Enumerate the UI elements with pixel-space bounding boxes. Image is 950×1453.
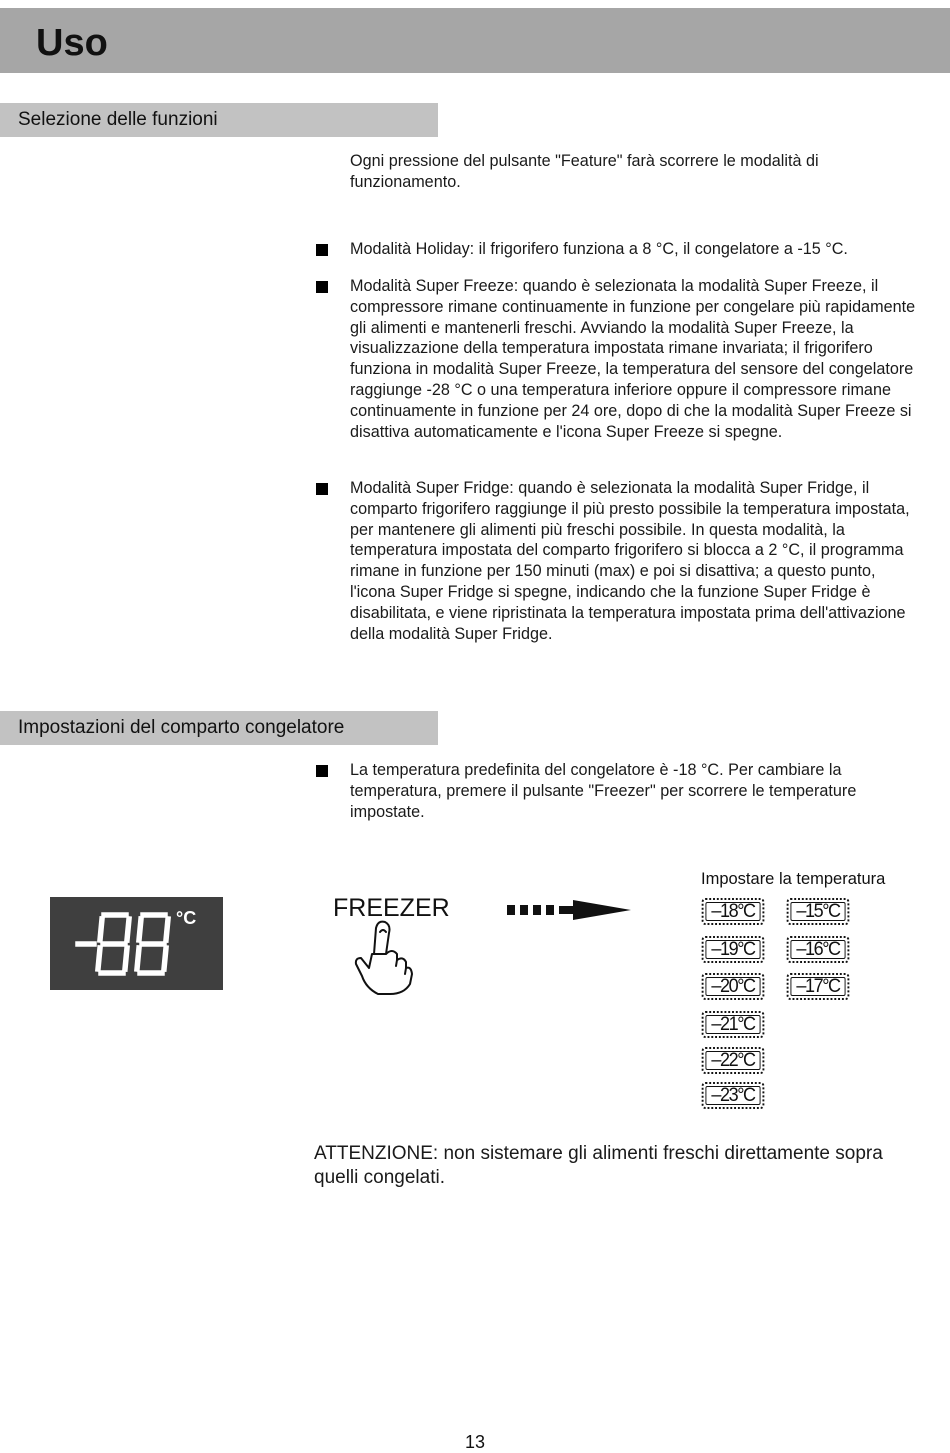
- freezer-button-label: FREEZER: [333, 894, 450, 922]
- temp-option: –20°C: [702, 973, 765, 1000]
- holiday-mode-text: Modalità Holiday: il frigorifero funziona a 8 °C, il congelatore a -15 °C.: [350, 240, 848, 258]
- temp-option: –22°C: [702, 1047, 765, 1074]
- default-temp-text: La temperatura predefinita del congelatore è -18 °C. Per cambiare la temperatura, premere il pulsante "Freezer" per scorrere le temperature impostate.: [350, 761, 857, 821]
- seven-segment-digits: [50, 897, 223, 990]
- set-temperature-caption: Impostare la temperatura: [701, 870, 886, 888]
- page-title: Uso: [36, 22, 108, 64]
- temp-option: –17°C: [787, 973, 850, 1000]
- page-number: 13: [464, 1432, 486, 1452]
- bullet-marker: [316, 281, 328, 293]
- super-freeze-text: Modalità Super Freeze: quando è selezionata la modalità Super Freeze, il compressore rimane continuamente in funzione per congelare più rapidamente gli alimenti e mantenerli freschi. Avviando la modalità Super Freeze, la visualizzazione della temperatura impostata rimane invariata; il frigorifero funziona in modalità Super Freeze, la temperatura del sensore del congelatore raggiunge -28 °C o una temperatura inferiore oppure il compressore rimane continuamente in funzione per 24 ore, dopo di che la modalità Super Freeze si disattiva automaticamente e l'icona Super Freeze si spegne.: [350, 277, 916, 441]
- temp-option: –18°C: [702, 898, 765, 925]
- lcd-unit-label: °C: [176, 908, 197, 928]
- section-heading-functions: [0, 103, 438, 137]
- bullet-marker: [316, 483, 328, 495]
- super-fridge-text: Modalità Super Fridge: quando è selezionata la modalità Super Fridge, il comparto frigorifero raggiunge il più presto possibile la temperatura impostata, per mantenere gli alimenti più freschi possibile. In questa modalità, la temperatura impostata del comparto frigorifero si blocca a 2 °C, il programma rimane in funzione per 150 minuti (max) e poi si disattiva; a questo punto, l'icona Super Fridge si spegne, indicando che la funzione Super Fridge è disabilitata, e viene ripristinata la temperatura impostata prima dell'attivazione della modalità Super Fridge.: [350, 479, 910, 643]
- bullet-marker: [316, 244, 328, 256]
- section-title: Impostazioni del comparto congelatore: [18, 717, 345, 738]
- section-heading-freezer-settings: [0, 711, 438, 745]
- temp-option: –15°C: [787, 898, 850, 925]
- intro-paragraph: Ogni pressione del pulsante "Feature" farà scorrere le modalità di funzionamento.: [350, 152, 819, 191]
- lcd-display: [50, 897, 223, 990]
- warning-note: ATTENZIONE: non sistemare gli alimenti freschi direttamente sopra quelli congelati.: [314, 1143, 883, 1188]
- temp-option: –21°C: [702, 1011, 765, 1038]
- pointing-hand-icon: [352, 918, 414, 1001]
- bullet-marker: [316, 765, 328, 777]
- page-header-bar: [0, 8, 950, 73]
- arrow-icon: [507, 898, 631, 927]
- temp-option: –23°C: [702, 1082, 765, 1109]
- section-title: Selezione delle funzioni: [18, 109, 218, 130]
- temp-option: –19°C: [702, 936, 765, 963]
- temp-option: –16°C: [787, 936, 850, 963]
